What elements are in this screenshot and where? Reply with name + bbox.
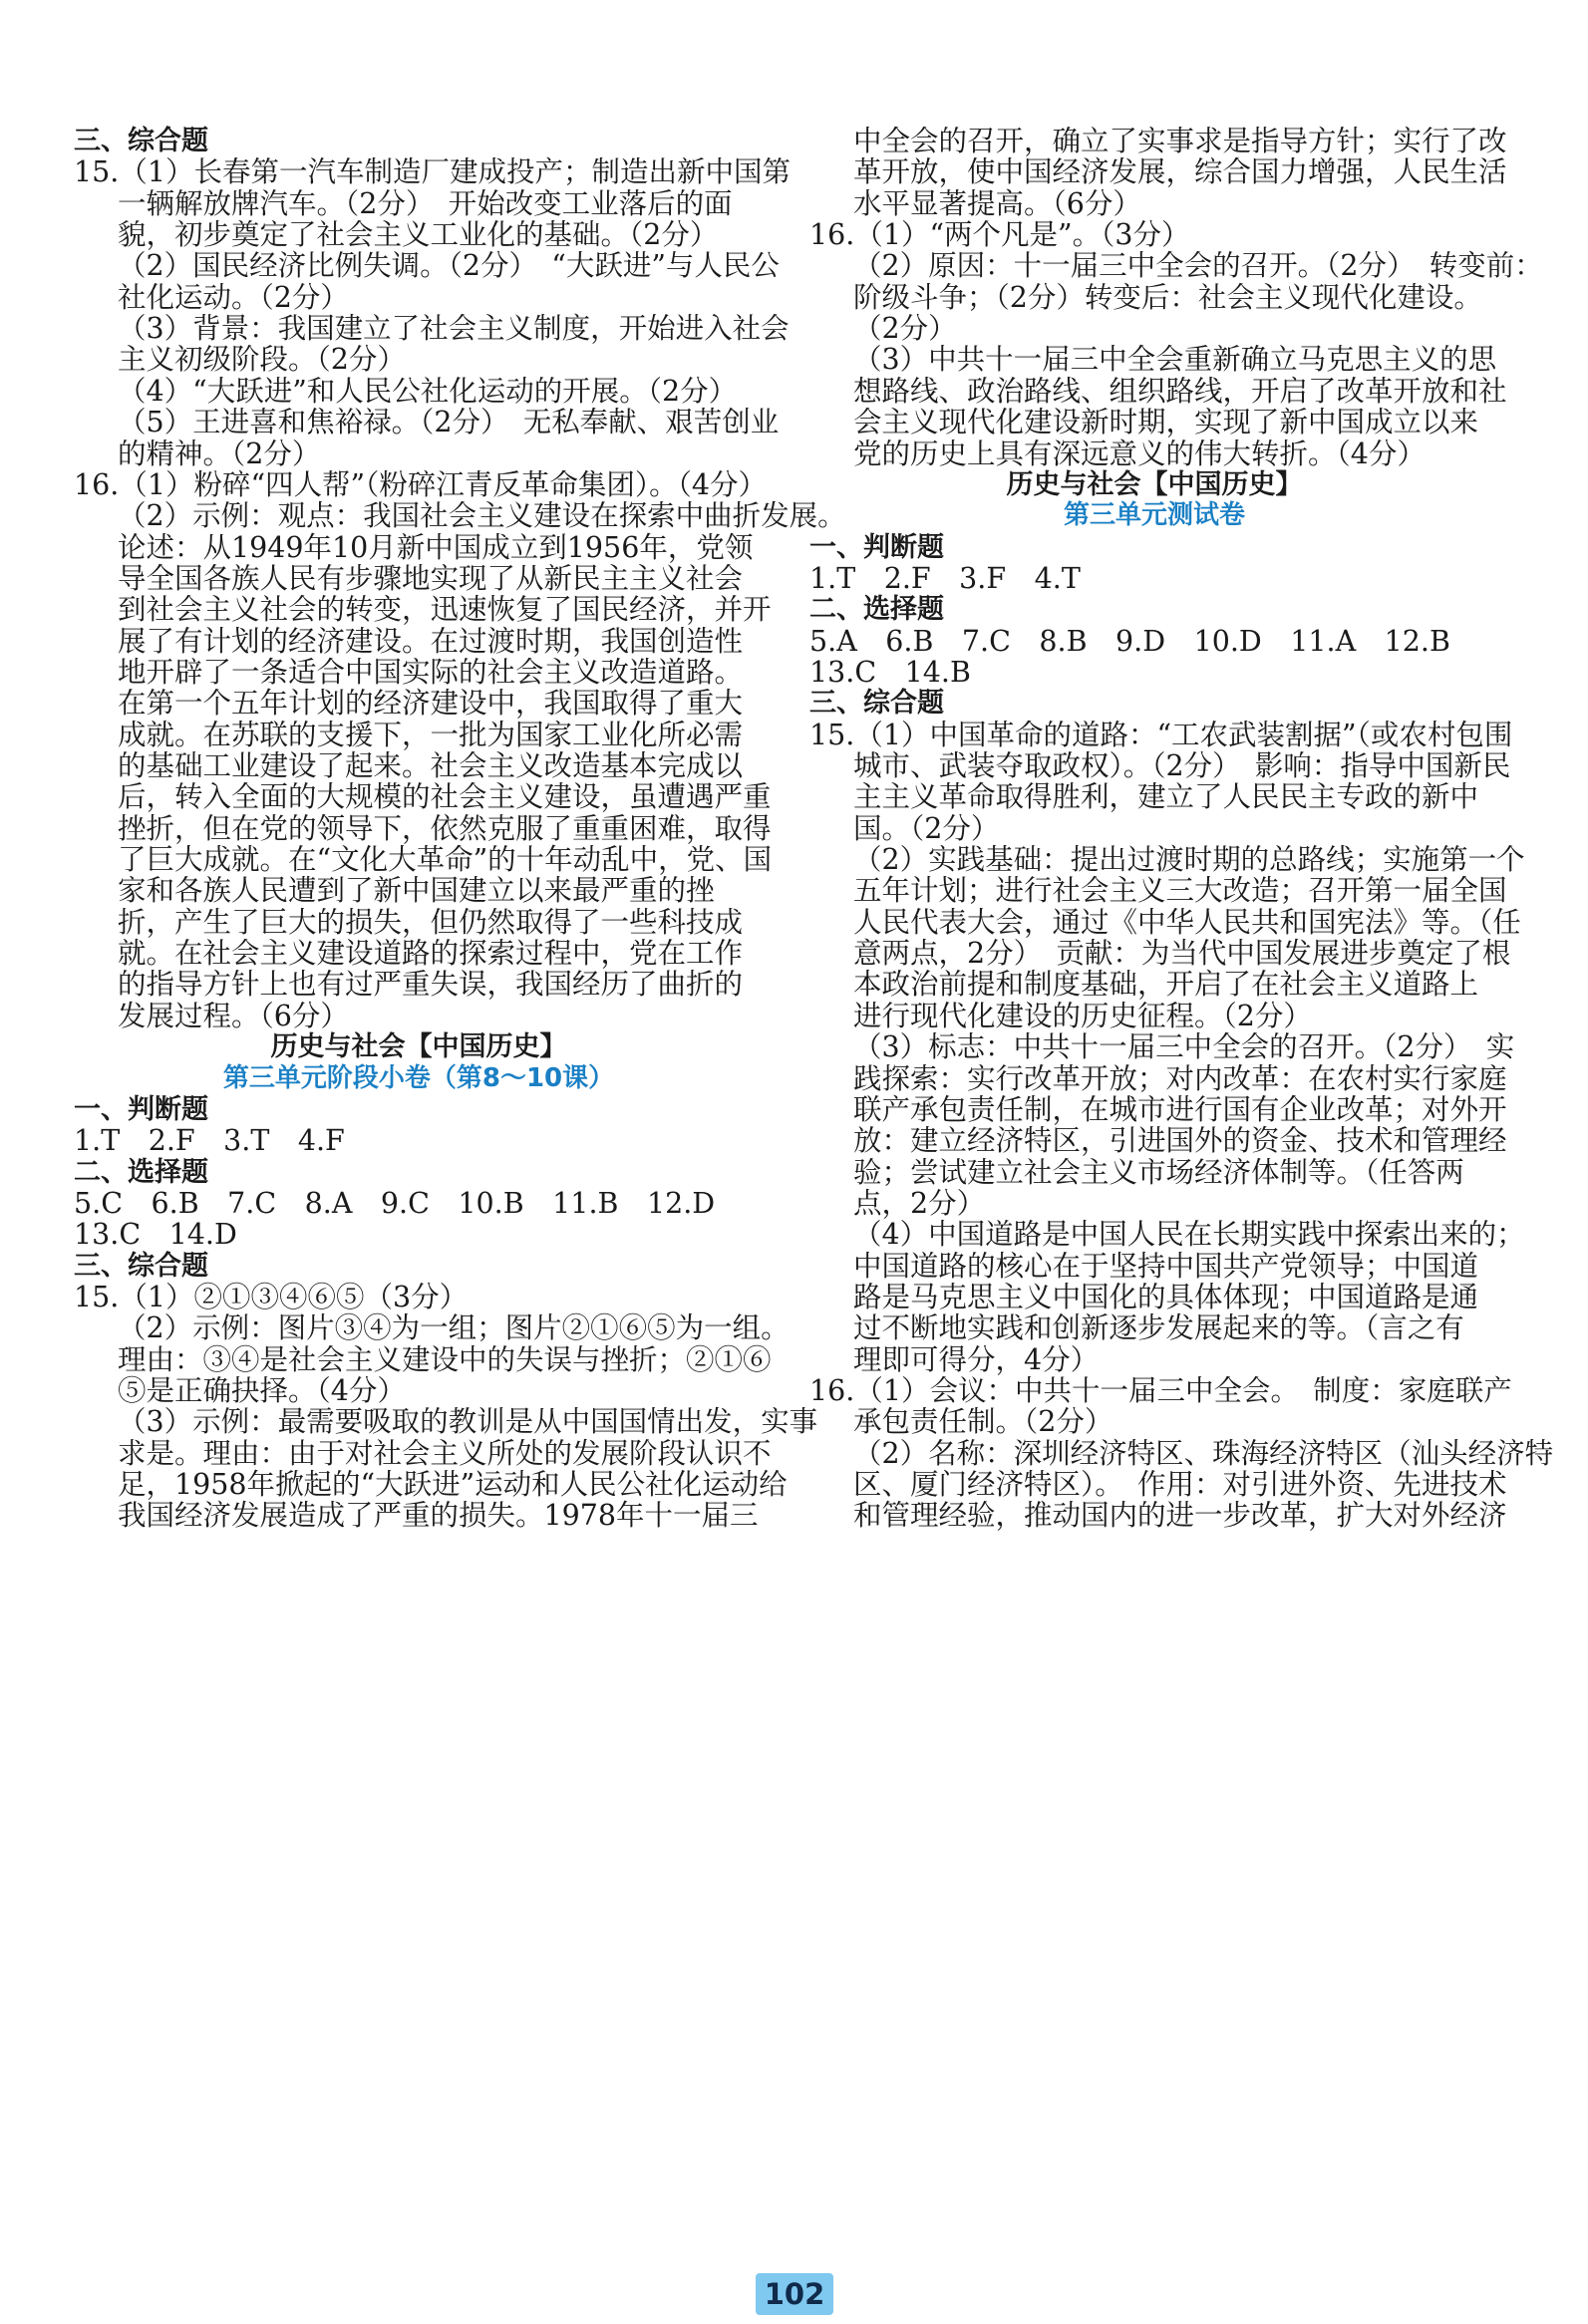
- page-number-badge: [756, 2273, 833, 2315]
- answer-continuation: 我国经济发展造成了严重的损失。1978年十一届三: [118, 1499, 759, 1533]
- answer-continuation: ⑤是正确抉择。（4分）: [118, 1374, 406, 1407]
- answer-continuation: 导全国各族人民有步骤地实现了从新民主主义社会: [118, 561, 744, 595]
- answer-continuation: 后，转入全面的大规模的社会主义建设，虽遭遇严重: [118, 780, 772, 814]
- answer-continuation: （2）示例：观点：我国社会主义建设在探索中曲折发展。: [118, 499, 846, 533]
- answer-continuation: 发展过程。（6分）: [118, 999, 349, 1032]
- answer-continuation: 主义初级阶段。（2分）: [118, 343, 406, 377]
- answer-continuation: 区、厦门经济特区）。 作用：对引进外资、先进技术: [853, 1468, 1507, 1502]
- answer-continuation: （3）标志：中共十一届三中全会的召开。（2分） 实: [853, 1030, 1515, 1064]
- answer-continuation: 和管理经验，推动国内的进一步改革，扩大对外经济: [853, 1499, 1507, 1533]
- answer-continuation: 社化运动。（2分）: [118, 280, 349, 314]
- answer-line: 1.T 2.F 3.T 4.F: [74, 1124, 345, 1158]
- answer-continuation: 中国道路的核心在于坚持中国共产党领导；中国道: [853, 1249, 1479, 1283]
- answer-continuation: 论述：从1949年10月新中国成立到1956年，党领: [118, 530, 754, 564]
- answer-continuation: （2）实践基础：提出过渡时期的总路线；实施第一个: [853, 843, 1525, 877]
- answer-continuation: （2）示例：图片③④为一组；图片②①⑥⑤为一组。: [118, 1311, 790, 1345]
- answer-continuation: 人民代表大会，通过《中华人民共和国宪法》等。（任: [853, 905, 1521, 939]
- answer-continuation: 理即可得分，4分）: [853, 1342, 1100, 1376]
- answer-continuation: 挫折，但在党的领导下，依然克服了重重困难，取得: [118, 811, 772, 845]
- page-number: 102: [764, 2277, 825, 2311]
- answer-continuation: 践探索：实行改革开放；对内改革：在农村实行家庭: [853, 1061, 1507, 1095]
- answer-continuation: 求是。理由：由于对社会主义所处的发展阶段认识不: [118, 1436, 772, 1470]
- section-heading: 二、选择题: [809, 594, 944, 626]
- answer-continuation: 的基础工业建设了起来。社会主义改造基本完成以: [118, 749, 744, 782]
- answer-continuation: （3）中共十一届三中全会重新确立马克思主义的思: [853, 343, 1497, 377]
- section-title: 历史与社会【中国历史】: [1006, 468, 1303, 500]
- answer-continuation: 验；尝试建立社会主义市场经济体制等。（任答两: [853, 1155, 1464, 1189]
- answer-line: 1.T 2.F 3.F 4.T: [809, 561, 1081, 595]
- answer-continuation: 本政治前提和制度基础，开启了在社会主义道路上: [853, 968, 1479, 1002]
- answer-line: 5.C 6.B 7.C 8.A 9.C 10.B 11.B 12.D: [74, 1186, 716, 1220]
- answer-continuation: 主主义革命取得胜利，建立了人民民主专政的新中: [853, 780, 1479, 814]
- answer-continuation: 就。在社会主义建设道路的探索过程中，党在工作: [118, 937, 744, 971]
- answer-continuation: （3）背景：我国建立了社会主义制度，开始进入社会: [118, 312, 790, 346]
- section-heading: 三、综合题: [74, 1250, 208, 1282]
- answer-line: 5.A 6.B 7.C 8.B 9.D 10.D 11.A 12.B: [809, 624, 1450, 658]
- section-title: 历史与社会【中国历史】: [270, 1031, 567, 1063]
- answer-continuation: （2分）: [853, 312, 957, 346]
- answer-continuation: 水平显著提高。（6分）: [853, 186, 1141, 220]
- answer-continuation: 折，产生了巨大的损失，但仍然取得了一些科技成: [118, 905, 744, 939]
- answer-continuation: （2）名称：深圳经济特区、珠海经济特区（汕头经济特: [853, 1436, 1554, 1470]
- answer-continuation: （3）示例：最需要吸取的教训是从中国国情出发，实事: [118, 1405, 818, 1439]
- answer-continuation: 的精神。（2分）: [118, 436, 321, 470]
- answer-continuation: （4）中国道路是中国人民在长期实践中探索出来的；: [853, 1218, 1525, 1252]
- section-subtitle: 第三单元阶段小卷（第8～10课）: [222, 1062, 615, 1093]
- answer-continuation: 进行现代化建设的历史征程。（2分）: [853, 999, 1312, 1032]
- answer-line: 16.（1）“两个凡是”。（3分）: [809, 218, 1190, 252]
- answer-line: 13.C 14.D: [74, 1218, 237, 1252]
- answer-continuation: 了巨大成就。在“文化大革命”的十年动乱中，党、国: [118, 843, 773, 877]
- answer-continuation: 到社会主义社会的转变，迅速恢复了国民经济，并开: [118, 593, 772, 627]
- section-subtitle: 第三单元测试卷: [1063, 500, 1245, 531]
- answer-continuation: 貌，初步奠定了社会主义工业化的基础。（2分）: [118, 218, 719, 252]
- answer-continuation: 国。（2分）: [853, 811, 1000, 845]
- answer-continuation: 承包责任制。（2分）: [853, 1405, 1113, 1439]
- answer-continuation: 家和各族人民遭到了新中国建立以来最严重的挫: [118, 874, 715, 908]
- answer-line: 15.（1）中国革命的道路：“工农武装割据”（或农村包围: [809, 718, 1513, 751]
- answer-continuation: 意两点，2分） 贡献：为当代中国发展进步奠定了根: [853, 937, 1511, 971]
- answer-line: 15.（1）长春第一汽车制造厂建成投产；制造出新中国第: [74, 155, 791, 189]
- section-heading: 一、判断题: [74, 1093, 208, 1125]
- answer-continuation: 阶级斗争；（2分）转变后：社会主义现代化建设。: [853, 280, 1482, 314]
- answer-continuation: 会主义现代化建设新时期，实现了新中国成立以来: [853, 406, 1479, 439]
- answer-continuation: 展了有计划的经济建设。在过渡时期，我国创造性: [118, 624, 744, 658]
- section-heading: 三、综合题: [809, 688, 944, 720]
- answer-continuation: 城市、武装夺取政权）。（2分） 影响：指导中国新民: [853, 749, 1511, 782]
- answer-continuation: 足，1958年掀起的“大跃进”运动和人民公社化运动给: [118, 1468, 788, 1502]
- answer-continuation: 想路线、政治路线、组织路线，开启了改革开放和社: [853, 374, 1507, 408]
- answer-line: 16.（1）会议：中共十一届三中全会。 制度：家庭联产: [809, 1374, 1512, 1407]
- section-heading: 二、选择题: [74, 1156, 208, 1188]
- answer-continuation: 党的历史上具有深远意义的伟大转折。（4分）: [853, 436, 1426, 470]
- answer-continuation: 成就。在苏联的支援下，一批为国家工业化所必需: [118, 718, 744, 751]
- answer-continuation: 五年计划；进行社会主义三大改造；召开第一届全国: [853, 874, 1507, 908]
- answer-continuation: （4）“大跃进”和人民公社化运动的开展。（2分）: [118, 374, 738, 408]
- answer-line: 13.C 14.B: [809, 655, 971, 689]
- section-heading: 三、综合题: [74, 126, 208, 156]
- answer-continuation: 过不断地实践和创新逐步发展起来的等。（言之有: [853, 1311, 1464, 1345]
- answer-continuation: （5）王进喜和焦裕禄。（2分） 无私奉献、艰苦创业: [118, 406, 780, 439]
- answer-continuation: 地开辟了一条适合中国实际的社会主义改造道路。: [118, 655, 744, 689]
- answer-continuation: 放：建立经济特区，引进国外的资金、技术和管理经: [853, 1124, 1507, 1158]
- answer-line: 16.（1）粉碎“四人帮”（粉碎江青反革命集团）。（4分）: [74, 467, 767, 501]
- answer-continuation: 革开放，使中国经济发展，综合国力增强，人民生活: [853, 155, 1507, 189]
- answer-continuation: 路是马克思主义中国化的具体体现；中国道路是通: [853, 1280, 1479, 1313]
- section-heading: 一、判断题: [809, 531, 944, 563]
- answer-continuation: 理由：③④是社会主义建设中的失误与挫折；②①⑥: [118, 1342, 772, 1376]
- answer-continuation: （2）原因：十一届三中全会的召开。（2分） 转变前：: [853, 249, 1543, 283]
- answer-line: 15.（1）②①③④⑥⑤（3分）: [74, 1280, 469, 1313]
- answer-continuation: 中全会的召开，确立了实事求是指导方针；实行了改: [853, 125, 1507, 157]
- answer-continuation: 点，2分）: [853, 1186, 986, 1220]
- answer-continuation: 的指导方针上也有过严重失误，我国经历了曲折的: [118, 968, 744, 1002]
- answer-continuation: 联产承包责任制，在城市进行国有企业改革；对外开: [853, 1092, 1507, 1126]
- answer-continuation: 一辆解放牌汽车。（2分） 开始改变工业落后的面: [118, 186, 733, 220]
- answer-continuation: 在第一个五年计划的经济建设中，我国取得了重大: [118, 687, 744, 721]
- answer-continuation: （2）国民经济比例失调。（2分） “大跃进”与人民公: [118, 249, 780, 283]
